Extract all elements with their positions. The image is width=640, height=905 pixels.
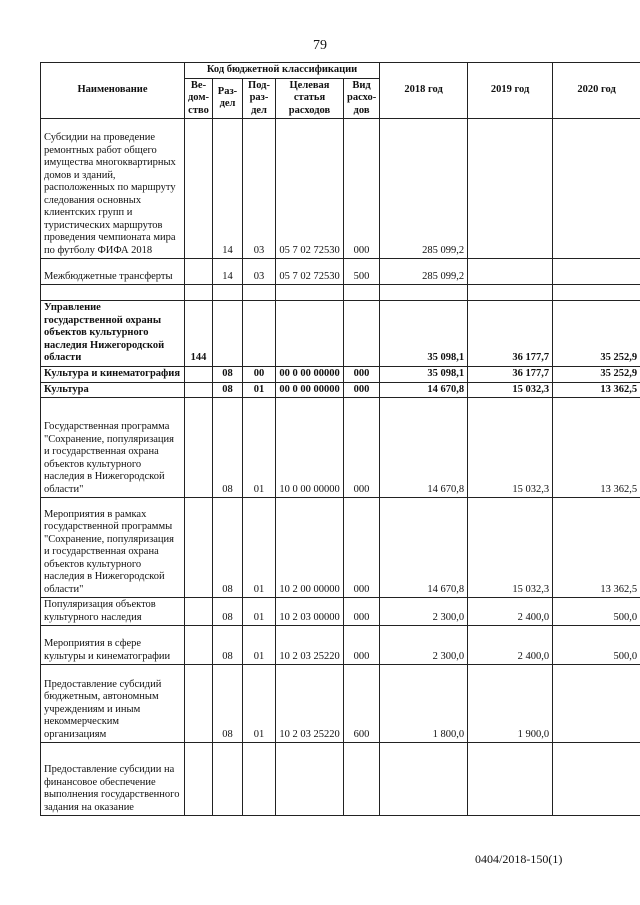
cell-y2019 xyxy=(468,285,553,301)
cell-y2019: 2 400,0 xyxy=(468,626,553,665)
table-row xyxy=(41,498,640,598)
table-row xyxy=(41,285,640,301)
cell-y2019: 36 177,7 xyxy=(468,301,553,367)
cell-ved xyxy=(185,626,213,665)
cell-y2018 xyxy=(380,743,468,816)
cell-y2018: 35 098,1 xyxy=(380,366,468,382)
cell-razdel xyxy=(213,743,243,816)
cell-razdel: 08 xyxy=(213,366,243,382)
cell-ved xyxy=(185,119,213,259)
cell-y2020: 35 252,9 xyxy=(553,366,640,382)
cell-ved xyxy=(185,743,213,816)
cell-y2018: 14 670,8 xyxy=(380,398,468,498)
cell-podrazdel: 01 xyxy=(243,382,276,398)
cell-podrazdel: 01 xyxy=(243,398,276,498)
cell-y2020 xyxy=(553,259,640,285)
cell-y2019: 36 177,7 xyxy=(468,366,553,382)
cell-name: Популяризация объектов культурного наследия xyxy=(41,598,185,626)
table-row xyxy=(41,626,640,665)
cell-tselevaya: 00 0 00 00000 xyxy=(276,382,344,398)
cell-name: Предоставление субсидии на финансовое обеспечение выполнения государственного задания на оказание xyxy=(41,743,185,816)
cell-ved xyxy=(185,665,213,743)
cell-y2018: 285 099,2 xyxy=(380,119,468,259)
cell-y2018 xyxy=(380,285,468,301)
cell-name: Культура и кинематография xyxy=(41,366,185,382)
cell-razdel: 08 xyxy=(213,382,243,398)
cell-razdel: 08 xyxy=(213,665,243,743)
cell-name: Мероприятия в сфере культуры и кинематографии xyxy=(41,626,185,665)
cell-razdel xyxy=(213,285,243,301)
cell-name: Государственная программа "Сохранение, популяризация и государственная охрана объектов культурного наследия в Нижегородской области" xyxy=(41,398,185,498)
table-row xyxy=(41,301,640,367)
cell-tselevaya: 00 0 00 00000 xyxy=(276,366,344,382)
cell-podrazdel xyxy=(243,301,276,367)
cell-razdel: 08 xyxy=(213,498,243,598)
table-row xyxy=(41,398,640,498)
cell-razdel: 14 xyxy=(213,119,243,259)
cell-y2018: 1 800,0 xyxy=(380,665,468,743)
cell-vid: 500 xyxy=(344,259,380,285)
col-header-razdel: Раз-дел xyxy=(213,78,243,119)
cell-tselevaya xyxy=(276,301,344,367)
cell-podrazdel: 03 xyxy=(243,119,276,259)
cell-name: Предоставление субсидий бюджетным, автономным учреждениям и иным некоммерческим организациям xyxy=(41,665,185,743)
table-row xyxy=(41,598,640,626)
cell-tselevaya: 10 2 03 25220 xyxy=(276,665,344,743)
col-header-2018: 2018 год xyxy=(380,63,468,119)
cell-podrazdel: 01 xyxy=(243,626,276,665)
cell-name: Межбюджетные трансферты xyxy=(41,259,185,285)
cell-podrazdel: 03 xyxy=(243,259,276,285)
cell-vid: 600 xyxy=(344,665,380,743)
cell-name: Управление государственной охраны объектов культурного наследия Нижегородской области xyxy=(41,301,185,367)
cell-name: Культура xyxy=(41,382,185,398)
cell-podrazdel xyxy=(243,743,276,816)
cell-ved xyxy=(185,382,213,398)
cell-y2019 xyxy=(468,259,553,285)
cell-y2018: 35 098,1 xyxy=(380,301,468,367)
cell-y2019 xyxy=(468,119,553,259)
col-header-vedomstvo: Ве-дом-ство xyxy=(185,78,213,119)
col-header-name: Наименование xyxy=(41,63,185,119)
cell-podrazdel: 00 xyxy=(243,366,276,382)
cell-y2020 xyxy=(553,743,640,816)
cell-y2020 xyxy=(553,665,640,743)
col-header-vid: Вид расхо-дов xyxy=(344,78,380,119)
col-header-tselevaya: Целевая статья расходов xyxy=(276,78,344,119)
table-row xyxy=(41,743,640,816)
cell-y2018: 2 300,0 xyxy=(380,626,468,665)
col-header-2019: 2019 год xyxy=(468,63,553,119)
cell-y2019: 15 032,3 xyxy=(468,498,553,598)
cell-ved: 144 xyxy=(185,301,213,367)
cell-vid: 000 xyxy=(344,382,380,398)
cell-y2020 xyxy=(553,285,640,301)
cell-ved xyxy=(185,285,213,301)
cell-name: Мероприятия в рамках государственной программы "Сохранение, популяризация и государственная охрана объектов культурного наследия в Нижегородской области" xyxy=(41,498,185,598)
cell-podrazdel: 01 xyxy=(243,498,276,598)
cell-ved xyxy=(185,398,213,498)
cell-y2020: 35 252,9 xyxy=(553,301,640,367)
page-number: 79 xyxy=(313,38,327,53)
cell-vid: 000 xyxy=(344,598,380,626)
cell-tselevaya: 10 2 03 00000 xyxy=(276,598,344,626)
col-header-2020: 2020 год xyxy=(553,63,640,119)
cell-ved xyxy=(185,366,213,382)
cell-tselevaya: 05 7 02 72530 xyxy=(276,259,344,285)
col-header-podrazdel: Под-раз-дел xyxy=(243,78,276,119)
table-row xyxy=(41,665,640,743)
cell-y2020: 500,0 xyxy=(553,626,640,665)
cell-podrazdel xyxy=(243,285,276,301)
cell-y2020: 13 362,5 xyxy=(553,398,640,498)
cell-tselevaya: 10 2 00 00000 xyxy=(276,498,344,598)
table-row xyxy=(41,382,640,398)
cell-ved xyxy=(185,498,213,598)
cell-name: Субсидии на проведение ремонтных работ общего имущества многоквартирных домов и зданий, расположенных по маршруту следования основных клиентских групп и туристических маршрутов проведения чемпионата мира по футболу ФИФА 2018 xyxy=(41,119,185,259)
cell-razdel: 08 xyxy=(213,598,243,626)
cell-vid: 000 xyxy=(344,498,380,598)
cell-y2018: 14 670,8 xyxy=(380,382,468,398)
cell-y2020: 13 362,5 xyxy=(553,382,640,398)
cell-tselevaya: 10 2 03 25220 xyxy=(276,626,344,665)
cell-tselevaya: 10 0 00 00000 xyxy=(276,398,344,498)
cell-vid xyxy=(344,285,380,301)
cell-tselevaya xyxy=(276,743,344,816)
cell-vid: 000 xyxy=(344,366,380,382)
cell-y2020: 500,0 xyxy=(553,598,640,626)
cell-y2018: 285 099,2 xyxy=(380,259,468,285)
cell-y2018: 14 670,8 xyxy=(380,498,468,598)
col-header-classification: Код бюджетной классификации xyxy=(185,63,380,79)
cell-y2019: 2 400,0 xyxy=(468,598,553,626)
cell-vid: 000 xyxy=(344,398,380,498)
cell-y2019 xyxy=(468,743,553,816)
cell-tselevaya xyxy=(276,285,344,301)
table-row xyxy=(41,366,640,382)
table-row xyxy=(41,119,640,259)
cell-y2020: 13 362,5 xyxy=(553,498,640,598)
budget-table xyxy=(40,62,640,816)
cell-tselevaya: 05 7 02 72530 xyxy=(276,119,344,259)
cell-vid xyxy=(344,301,380,367)
cell-y2020 xyxy=(553,119,640,259)
cell-podrazdel: 01 xyxy=(243,598,276,626)
cell-y2019: 15 032,3 xyxy=(468,398,553,498)
cell-razdel: 08 xyxy=(213,626,243,665)
cell-vid: 000 xyxy=(344,119,380,259)
document-code: 0404/2018-150(1) xyxy=(475,852,563,866)
cell-y2018: 2 300,0 xyxy=(380,598,468,626)
cell-y2019: 15 032,3 xyxy=(468,382,553,398)
cell-razdel: 14 xyxy=(213,259,243,285)
cell-vid: 000 xyxy=(344,626,380,665)
cell-razdel xyxy=(213,301,243,367)
cell-podrazdel: 01 xyxy=(243,665,276,743)
cell-y2019: 1 900,0 xyxy=(468,665,553,743)
cell-vid xyxy=(344,743,380,816)
table-row xyxy=(41,259,640,285)
cell-name xyxy=(41,285,185,301)
cell-ved xyxy=(185,259,213,285)
cell-ved xyxy=(185,598,213,626)
cell-razdel: 08 xyxy=(213,398,243,498)
